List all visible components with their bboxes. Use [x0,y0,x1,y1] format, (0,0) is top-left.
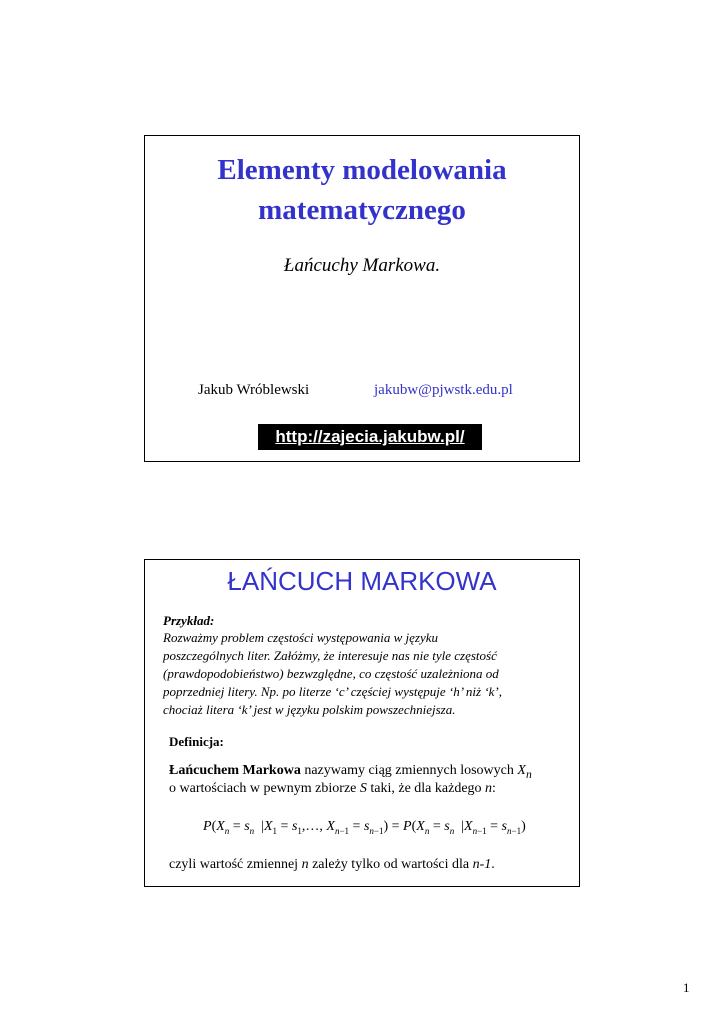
conclusion-part: . [491,857,495,872]
definition-text: : [492,781,496,796]
conclusion-n-minus-1: n-1 [472,857,492,872]
definition-term: Łańcuchem Markowa [169,763,301,778]
definition-line-1 [169,763,532,781]
slide-title [145,150,579,230]
markov-chain-slide [144,559,580,887]
example-line: poszczególnych liter. Załóżmy, że interesuje nas nie tyle częstość [163,648,497,663]
markov-property-formula: $P(X_n = s_n$ $|X_1$ = $s_1,\dots$, $X_{n-1} = s_{n-1}) = P(X_n = s_n$ $|X_{n-1} = s_{n-1}$) [203,819,526,836]
course-url-link[interactable]: http://zajecia.jakubw.pl/ [258,424,482,450]
slide-title: ŁAŃCUCH MARKOWA [227,566,497,596]
definition-set: S [359,781,367,796]
definition-text: o wartościach w pewnym zbiorze [169,781,360,796]
conclusion-part: czyli wartość zmiennej [169,857,302,872]
title-line-1: Elementy modelowania [217,154,507,186]
definition-line-2 [169,781,496,797]
example-line: chociaż litera ‘k’ jest w języku polskim powszechniejsza. [163,702,456,717]
definition-variable: X [517,763,526,778]
definition-label: Definicja: [169,734,224,749]
author-email-link[interactable]: jakubw@pjwstk.edu.pl [374,382,513,398]
conclusion-text [169,857,495,873]
conclusion-n: n [301,857,309,872]
example-line: Rozważmy problem częstości występowania w języku [163,630,439,645]
definition-variable-subscript: n [525,767,532,781]
definition-n: n [485,781,493,796]
example-line: (prawdopodobieństwo) bezwzględne, co częstość uzależniona od [163,666,499,681]
title-line-2: matematycznego [258,194,466,226]
definition-text: taki, że dla każdego [366,781,486,796]
example-text [163,629,568,719]
page-number: 1 [683,980,690,995]
example-line: poprzedniej litery. Np. po literze ‘c’ częściej występuje ‘h’ niż ‘k’, [163,684,503,699]
example-label: Przykład: [163,613,215,628]
definition-text: nazywamy ciąg zmiennych losowych [300,763,518,778]
conclusion-part: zależy tylko od wartości dla [308,857,473,872]
slide-subtitle: Łańcuchy Markowa. [283,255,441,276]
author-name: Jakub Wróblewski [198,382,310,398]
title-slide [144,135,580,462]
